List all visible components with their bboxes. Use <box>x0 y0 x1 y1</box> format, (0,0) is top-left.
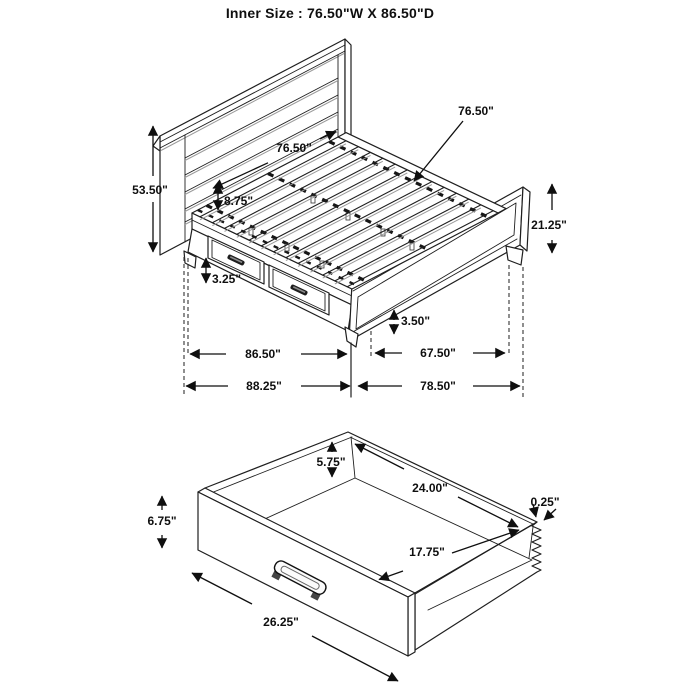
drawer-front-panel <box>198 488 415 656</box>
dim-drawer-side-thickness: 0.25" <box>530 495 560 509</box>
dim-overall-width: 78.50" <box>420 379 456 393</box>
dim-headboard-height: 53.50" <box>132 183 168 197</box>
footboard-right-leg <box>506 246 523 265</box>
headboard-crown-tip <box>153 136 160 151</box>
dim-footboard-height: 21.25" <box>531 218 567 232</box>
inner-size-title: Inner Size : 76.50"W X 86.50"D <box>225 5 435 21</box>
dim-footboard-clearance: 3.50" <box>401 314 431 328</box>
drawer-figure <box>147 432 559 681</box>
dim-headboard-rail-height: 8.75" <box>224 194 254 208</box>
dim-drawer-inner-depth: 17.75" <box>409 545 445 559</box>
dim-drawer-front-height: 6.75" <box>147 514 177 528</box>
dim-slat-area-width: 76.50" <box>458 104 494 118</box>
dim-footboard-inner-width: 67.50" <box>420 346 456 360</box>
dim-drawer-inner-width: 24.00" <box>412 481 448 495</box>
bed-figure <box>132 39 567 397</box>
dim-overall-length: 88.25" <box>246 379 282 393</box>
dim-storage-drawer-height: 3.25" <box>212 272 242 286</box>
dim-headboard-inner-width: 76.50" <box>276 141 312 155</box>
dim-drawer-front-width: 26.25" <box>263 615 299 629</box>
dim-side-rail-length: 86.50" <box>245 347 281 361</box>
dim-drawer-inner-height: 5.75" <box>316 455 346 469</box>
